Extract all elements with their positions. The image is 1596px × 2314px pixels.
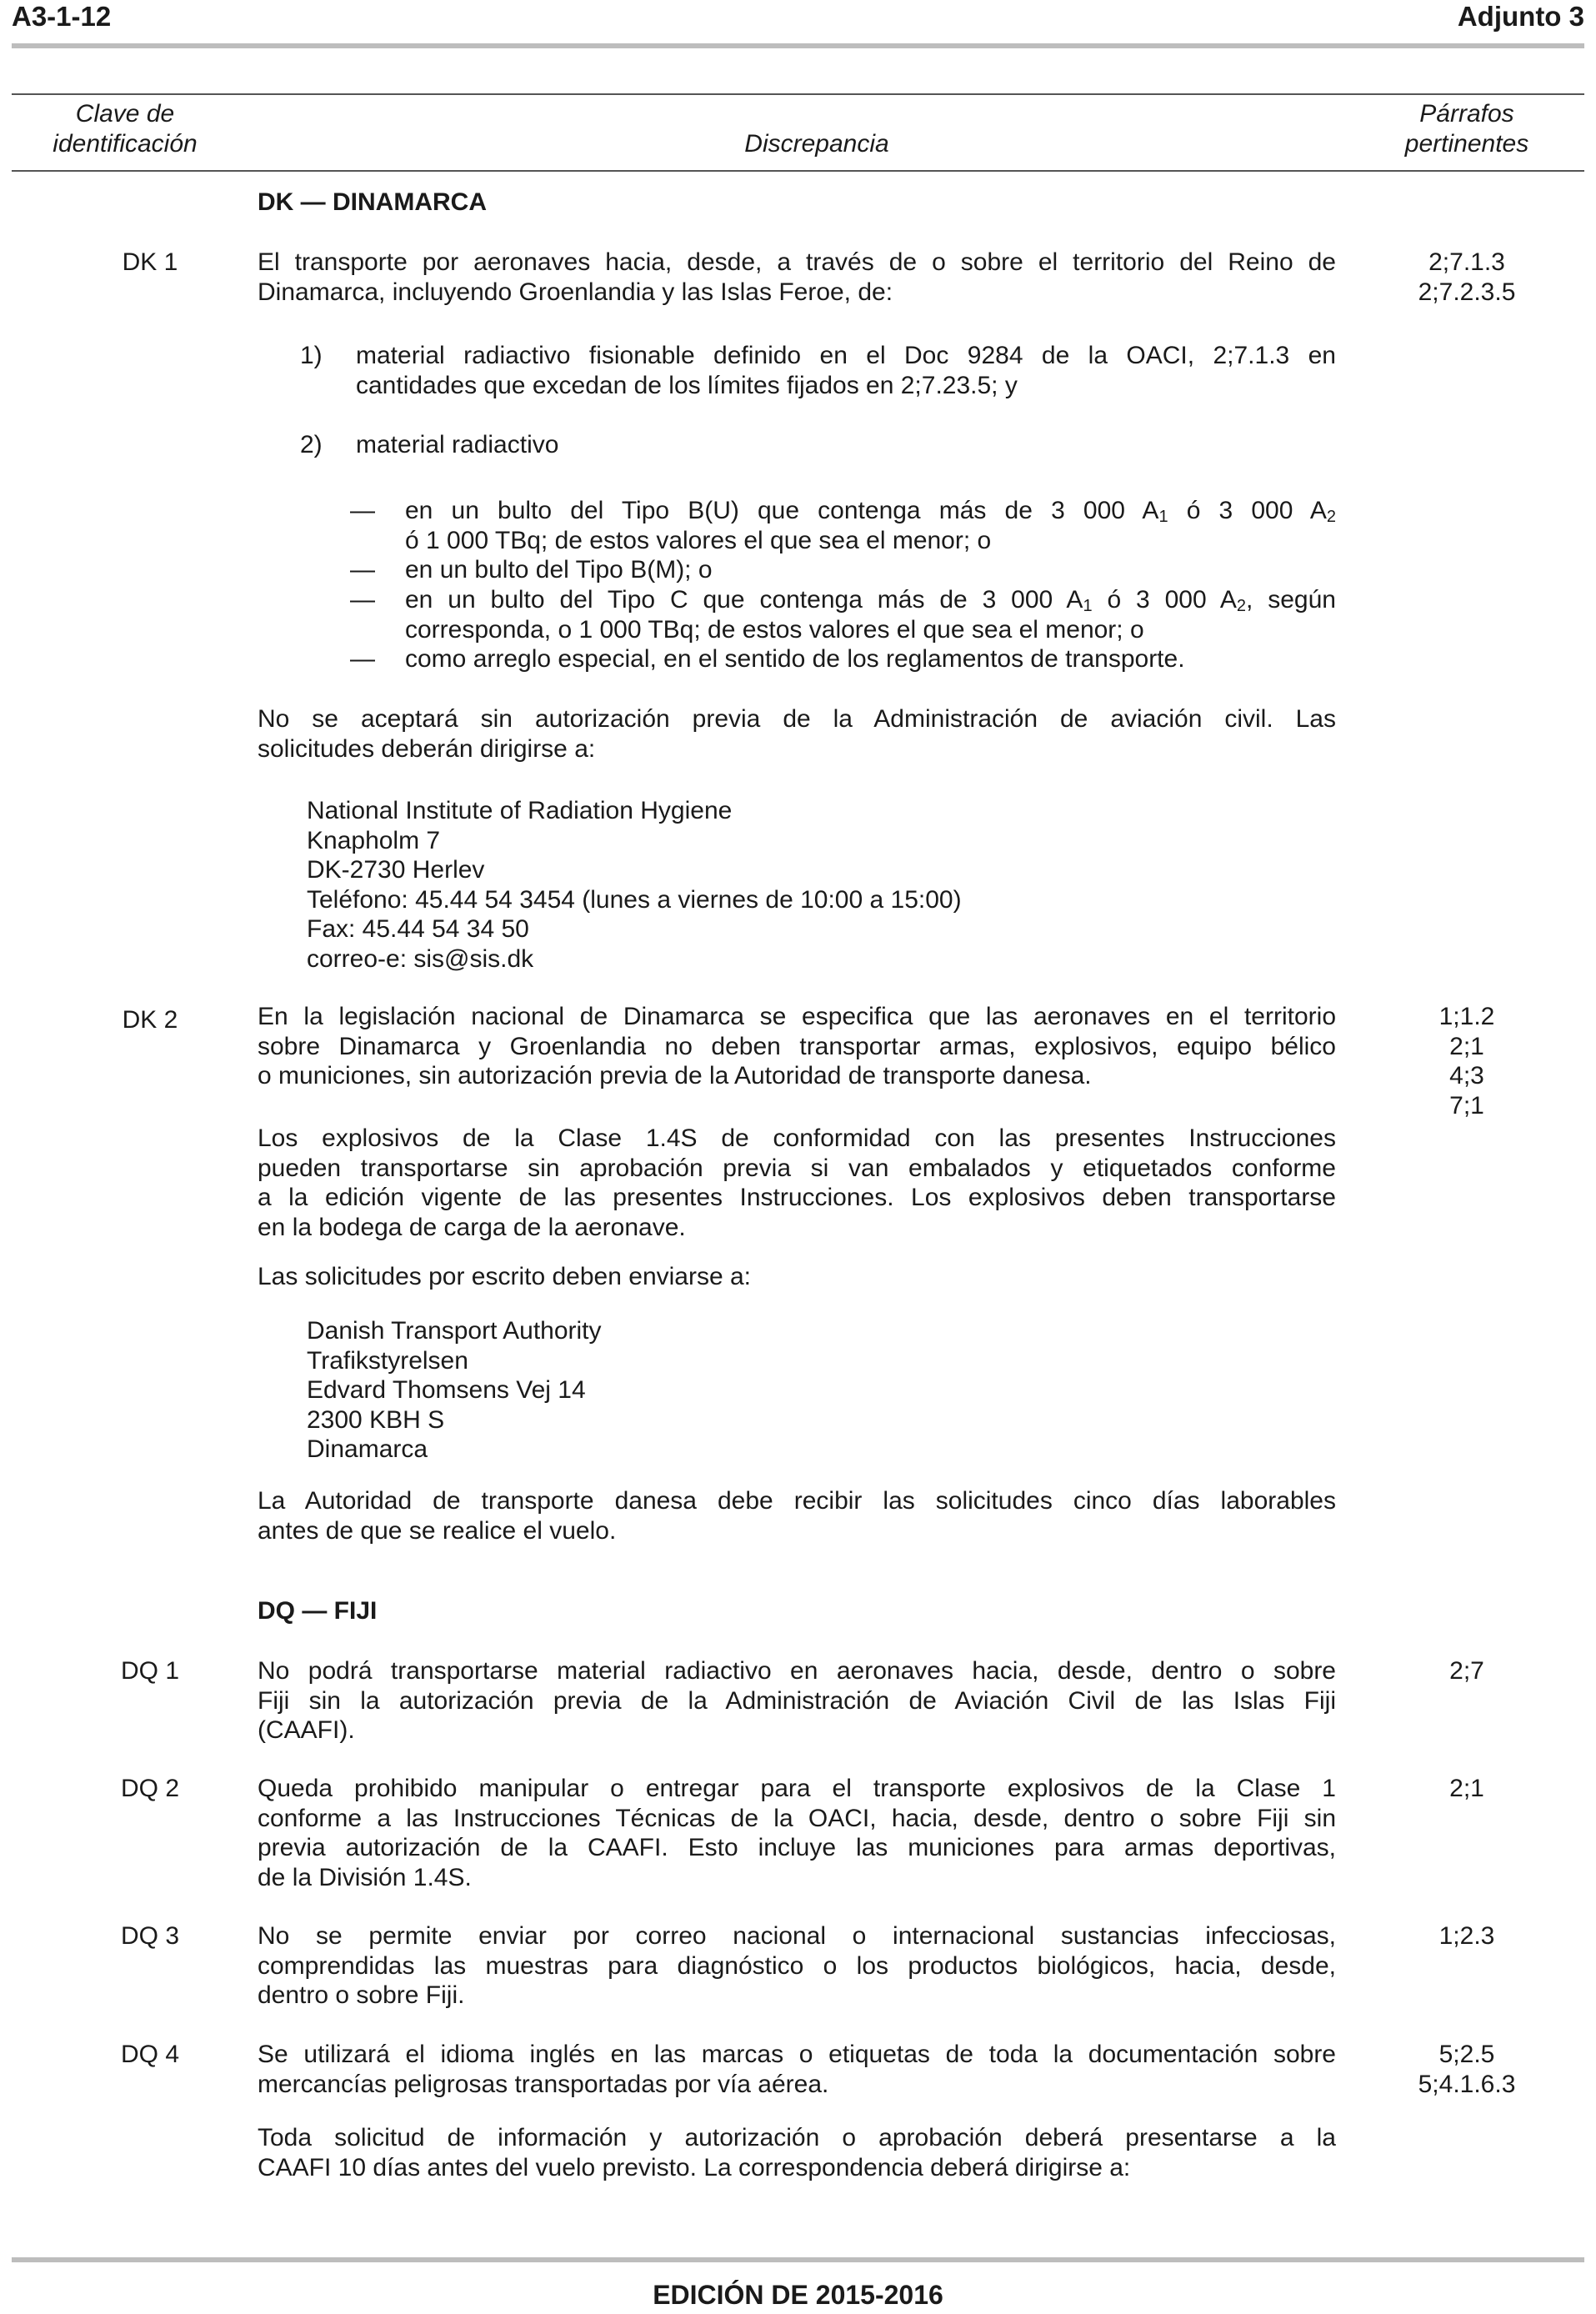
dk1-note: No se aceptará sin autorización previa de la Administración de aviación civil. Las solicitudes deberán dirigirse a:: [258, 705, 1336, 763]
dq3-text: No se permite enviar por correo nacional o internacional sustancias infecciosas, comprendidas las muestras para diagnóstico o los productos biológicos, hacia, desde, dentro o sobre Fiji.: [258, 1922, 1336, 2009]
refs-dq3: 1;2.3: [1438, 1922, 1495, 1950]
table-top-rule: [12, 93, 1584, 95]
dq4-paragraph: Se utilizará el idioma inglés en las marcas o etiquetas de toda la documentación sobre mercancías peligrosas transportadas por vía aérea.: [258, 2041, 1336, 2098]
refs-dq4: 5;2.5 5;4.1.6.3: [1418, 2041, 1516, 2098]
section-title-dk: DK — DINAMARCA: [258, 188, 487, 216]
refs-dq1: 2;7: [1449, 1657, 1484, 1685]
address-block: Danish Transport Authority Trafikstyrelsen Edvard Thomsens Vej 14 2300 KBH S Dinamarca: [307, 1317, 602, 1463]
address-block: National Institute of Radiation Hygiene Knapholm 7 DK-2730 Herlev Teléfono: 45.44 54 3454 (lunes a viernes de 10:00 a 15:00) Fax: 45.44 54 34 50 correo-e: sis@sis.dk: [307, 797, 962, 973]
dq2-text: Queda prohibido manipular o entregar para el transporte explosivos de la Clase 1 conforme a las Instrucciones Técnicas de la OACI, hacia, desde, dentro o sobre Fiji sin previa autorización de la CAAFI. Esto incluye las municiones para armas deportivas, de la División 1.4S.: [258, 1775, 1336, 1891]
dk1-intro: El transporte por aeronaves hacia, desde, a través de o sobre el territorio del Reino de Dinamarca, incluyendo Groenlandia y las Islas Feroe, de:: [258, 248, 1336, 306]
page-number: A3-1-12: [12, 1, 112, 32]
dq1-text: No podrá transportarse material radiactivo en aeronaves hacia, desde, dentro o sobre Fiji sin la autorización previa de la Administración de Aviación Civil de las Islas Fiji (CAAFI).: [258, 1657, 1336, 1744]
page-header: [12, 0, 1584, 50]
table-header-rule: [12, 170, 1584, 172]
entry-id-dk1: DK 1: [122, 248, 178, 276]
entry-id-dq4: DQ 4: [120, 2041, 180, 2068]
dk2-paragraph: La Autoridad de transporte danesa debe recibir las solicitudes cinco días laborables antes de que se realice el vuelo.: [258, 1487, 1336, 1545]
footer-rule: [12, 2257, 1584, 2262]
entry-id-dq3: DQ 3: [120, 1922, 180, 1950]
refs-dk2: 1;1.2 2;1 4;3 7;1: [1438, 1003, 1495, 1119]
column-header-identification: Clave de identificación: [53, 100, 198, 158]
edition-footer: EDICIÓN DE 2015-2016: [653, 2280, 943, 2310]
refs-dk1: 2;7.1.3 2;7.2.3.5: [1418, 248, 1516, 306]
entry-id-dq2: DQ 2: [120, 1775, 180, 1802]
dq4-paragraph: Toda solicitud de información y autorización o aprobación deberá presentarse a la CAAFI 10 días antes del vuelo previsto. La correspondencia deberá dirigirse a:: [258, 2124, 1336, 2181]
section-title-dq: DQ — FIJI: [258, 1597, 378, 1625]
column-header-paragraphs: Párrafos pertinentes: [1404, 100, 1529, 158]
dk2-paragraph: Las solicitudes por escrito deben enviarse a:: [258, 1263, 752, 1290]
entry-id-dk2: DK 2: [122, 1006, 178, 1034]
header-rule: [12, 43, 1584, 48]
dk2-paragraph: En la legislación nacional de Dinamarca se especifica que las aeronaves en el territorio sobre Dinamarca y Groenlandia no deben transportar armas, explosivos, equipo bélico o municiones, sin autorización previa de la Autoridad de transporte danesa.: [258, 1003, 1336, 1089]
entry-id-dq1: DQ 1: [120, 1657, 180, 1685]
refs-dq2: 2;1: [1449, 1775, 1484, 1802]
column-header-discrepancy: Discrepancia: [744, 130, 889, 158]
dk2-paragraph: Los explosivos de la Clase 1.4S de conformidad con las presentes Instrucciones pueden transportarse sin aprobación previa si van embalados y etiquetados conforme a la edición vigente de las presentes Instrucciones. Los explosivos deben transportarse en la bodega de carga de la aeronave.: [258, 1124, 1336, 1241]
attachment-label: Adjunto 3: [1457, 1, 1584, 32]
